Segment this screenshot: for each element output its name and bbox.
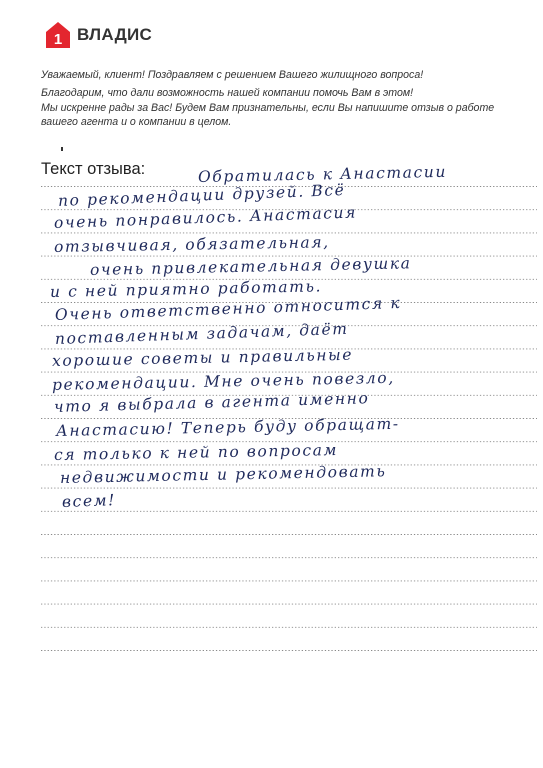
handwritten-line: очень привлекательная девушка (89, 254, 412, 279)
handwritten-line: отзывчивая, обязательная, (53, 233, 330, 256)
intro-line: Мы искренне рады за Вас! Будем Вам признательны, если Вы напишите отзыв о работе (41, 101, 495, 114)
handwritten-line: ся только к ней по вопросам (53, 441, 339, 464)
review-label: Текст отзыва: (41, 160, 146, 178)
handwritten-line: Очень ответственно относится к (54, 293, 402, 324)
handwritten-line: поставленным задачам, даёт (54, 319, 349, 348)
svg-text:1: 1 (53, 31, 63, 48)
handwritten-line: недвижимости и рекомендовать (59, 462, 387, 487)
intro-line: вашего агента и о компании в целом. (41, 115, 232, 128)
handwritten-line: рекомендации. Мне очень повезло, (51, 368, 395, 394)
handwritten-line: хорошие советы и правильные (51, 345, 354, 370)
handwritten-line: Анастасию! Теперь буду обращат- (55, 414, 400, 440)
greeting-text: Уважаемый, клиент! Поздравляем с решением Вашего жилищного вопроса! (41, 69, 424, 81)
handwritten-line: что я выбрала в агента именно (53, 389, 370, 416)
handwritten-line: по рекомендации друзей. Всё (57, 180, 346, 210)
intro-line: Благодарим, что дали возможность нашей компании помочь Вам в этом! (41, 87, 414, 100)
handwritten-line: всем! (61, 491, 117, 511)
handwritten-line: очень понравилось. Анастасия (53, 203, 358, 232)
handwritten-line: и с ней приятно работать. (49, 277, 323, 301)
handwritten-line: Обратилась к Анастасии (197, 162, 448, 186)
brand-name: ВЛАДИС (77, 25, 153, 44)
